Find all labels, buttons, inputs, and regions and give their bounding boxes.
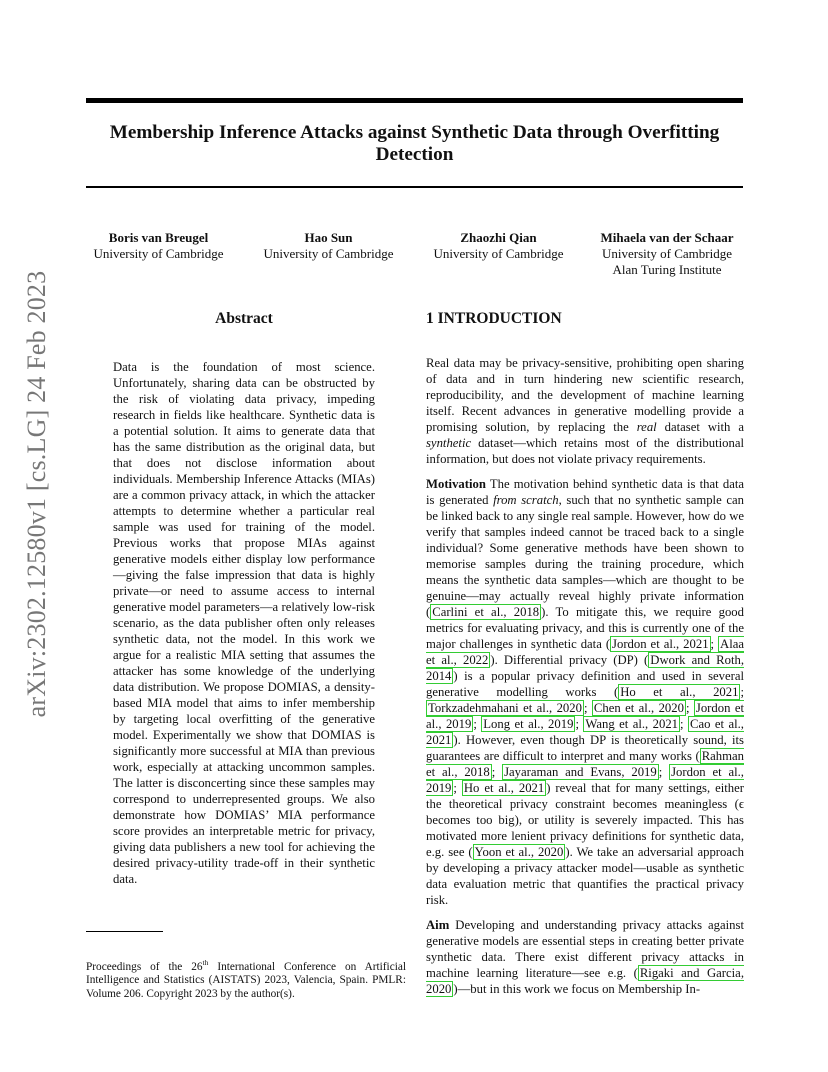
motivation-heading: Motivation xyxy=(426,477,486,491)
author-block-2 xyxy=(256,230,401,262)
author-block-1 xyxy=(86,230,231,262)
paper-title xyxy=(86,122,743,166)
author-affiliation: University of Cambridge xyxy=(263,246,394,261)
author-name: Boris van Breugel xyxy=(108,230,209,245)
citation-link[interactable]: Alaa et al., 2022 xyxy=(426,637,744,667)
author-affiliation: University of Cambridge xyxy=(433,246,564,261)
title-top-rule xyxy=(86,98,743,103)
citation-link[interactable]: Jordon et al., 2019 xyxy=(426,701,744,731)
abstract-text: Data is the foundation of most science. Unfortunately, sharing data can be obstructed by the risk of violating data privacy, impeding research in fields like healthcare. Synthetic data is a potential solution. It aims to generate data that has the same distribution as the original data, but that does not disclose information about individuals. Membership Inference Attacks (MIAs) are a common privacy attack, in which the attacker attempts to determine whether a particular real sample was used for training of the model. Previous works that propose MIAs against generative models either display low performance—giving the false impression that data is highly private—or need to assume access to internal generative model parameters—a relatively low-risk scenario, as the data publisher often only releases synthetic data, not the model. In this work we argue for a realistic MIA setting that assumes the attacker has some knowledge of the underlying data distribution. We propose DOMIAS, a density-based MIA model that aims to infer membership by targeting local overfitting of the generative model. Experimentally we show that DOMIAS is significantly more successful at MIA than previous work, especially at attacking uncommon samples. The latter is disconcerting since these samples may correspond to underrepresented groups. We also demonstrate how DOMIAS’ MIA performance score provides an interpretable metric for privacy, giving data publishers a new tool for achieving the desired privacy-utility trade-off in their synthetic data. xyxy=(113,360,375,886)
citation-link[interactable]: Carlini et al., 2018 xyxy=(432,605,540,619)
citation-link[interactable]: Jordon et al., 2019 xyxy=(426,765,744,795)
abstract-heading: Abstract xyxy=(215,310,273,327)
citation-link[interactable]: Long et al., 2019 xyxy=(483,717,574,731)
citation-link[interactable]: Cao et al., 2021 xyxy=(426,717,744,747)
introduction-heading: 1 INTRODUCTION xyxy=(426,310,562,327)
paper-title-line-2: Detection xyxy=(375,144,454,165)
author-name: Zhaozhi Qian xyxy=(460,230,537,245)
footnote: Proceedings of the 26th International Conference on Artificial Intelligence and Statistics (AISTATS) 2023, Valencia, Spain. PMLR: Volume 206. Copyright 2023 by the author(s). xyxy=(86,958,406,1000)
author-name: Hao Sun xyxy=(304,230,353,245)
paper-title-line-1: Membership Inference Attacks against Synthetic Data through Overfitting xyxy=(109,122,720,143)
author-affiliation: University of Cambridge xyxy=(602,246,732,261)
intro-paragraph-1: Real data may be privacy-sensitive, prohibiting open sharing of data and in turn hindering new scientific research, reproducibility, and the development of machine learning itself. Recent advances in generative modelling provide a promising solution, by replacing the real dataset with a synthetic dataset—which retains most of the distributional information, but does not violate privacy requirements. xyxy=(426,356,744,466)
motivation-paragraph: Motivation The motivation behind synthetic data is that data is generated from scratch, such that no synthetic sample can be linked back to any single real sample. However, how do we verify that samples indeed cannot be traced back to a single individual? Some generative methods have been shown to memorise samples during the training procedure, which means the synthetic data samples—which are thought to be genuine—may actually reveal highly private information ( Carlini et al., 2018 ). To mitigate this, we require good metrics for evaluating privacy, and this is currently one of the major challenges in synthetic data ( Jordon et al., 2021 ; Alaa et al., 2022 ). Differential privacy (DP) ( Dwork and Roth, 2014 ) is a popular privacy definition and used in several generative modelling works ( Ho et al., 2021 ; Torkzadehmahani et al., 2020 ; Chen et al., 2020 ; Jordon et al., 2019 ; Long et al., 2019 ; Wang et al., 2021 ; Cao et al., 2021 ). However, even though DP is theoretically sound, its guarantees are difficult to interpret and many works ( Rahman et al., 2018 ; Jayaraman and Evans, 2019 ; Jordon et al., 2019 ; Ho et al., 2021 ) reveal that for many settings, either the theoretical privacy constraint becomes meaningless (ϵ becomes too big), or utility is severely impacted. This has motivated more lenient privacy definitions for synthetic data, e.g. see ( Yoon et al., 2020 ). We take an adversarial approach by developing a privacy attacker model—usable as synthetic data evaluation metric that quantifies the practical privacy risk. xyxy=(426,477,745,907)
citation-link[interactable]: Chen et al., 2020 xyxy=(593,701,684,715)
author-block-4 xyxy=(592,230,742,278)
citation-link[interactable]: Jayaraman and Evans, 2019 xyxy=(504,765,657,779)
author-affiliation: University of Cambridge xyxy=(93,246,224,261)
author-affiliation-2: Alan Turing Institute xyxy=(612,262,722,277)
abstract-body xyxy=(113,359,375,887)
title-bottom-rule xyxy=(86,186,743,188)
author-name: Mihaela van der Schaar xyxy=(600,230,734,245)
aim-paragraph: Aim Developing and understanding privacy attacks against generative models are essential steps in creating better private synthetic data. There exist different privacy attacks in machine learning literature—see e.g. ( Rigaki and Garcia, 2020 )—but in this work we focus on Membership In- xyxy=(426,918,744,996)
arxiv-sidebar xyxy=(22,270,52,718)
citation-link[interactable]: Ho et al., 2021 xyxy=(463,781,545,795)
citation-link[interactable]: Rahman et al., 2018 xyxy=(426,749,744,779)
citation-link[interactable]: Rigaki and Garcia, 2020 xyxy=(426,966,744,996)
introduction-body xyxy=(426,355,744,1006)
aim-heading: Aim xyxy=(426,918,450,932)
author-block-3 xyxy=(426,230,571,262)
citation-link[interactable]: Jordon et al., 2021 xyxy=(612,637,709,651)
citation-link[interactable]: Wang et al., 2021 xyxy=(585,717,679,731)
arxiv-identifier: arXiv:2302.12580v1 [cs.LG] 24 Feb 2023 xyxy=(22,270,51,718)
citation-link[interactable]: Yoon et al., 2020 xyxy=(474,845,564,859)
citation-link[interactable]: Dwork and Roth, 2014 xyxy=(426,653,745,683)
citation-link[interactable]: Ho et al., 2021 xyxy=(620,685,739,699)
citation-link[interactable]: Torkzadehmahani et al., 2020 xyxy=(428,701,582,715)
footnote-rule xyxy=(86,931,163,932)
